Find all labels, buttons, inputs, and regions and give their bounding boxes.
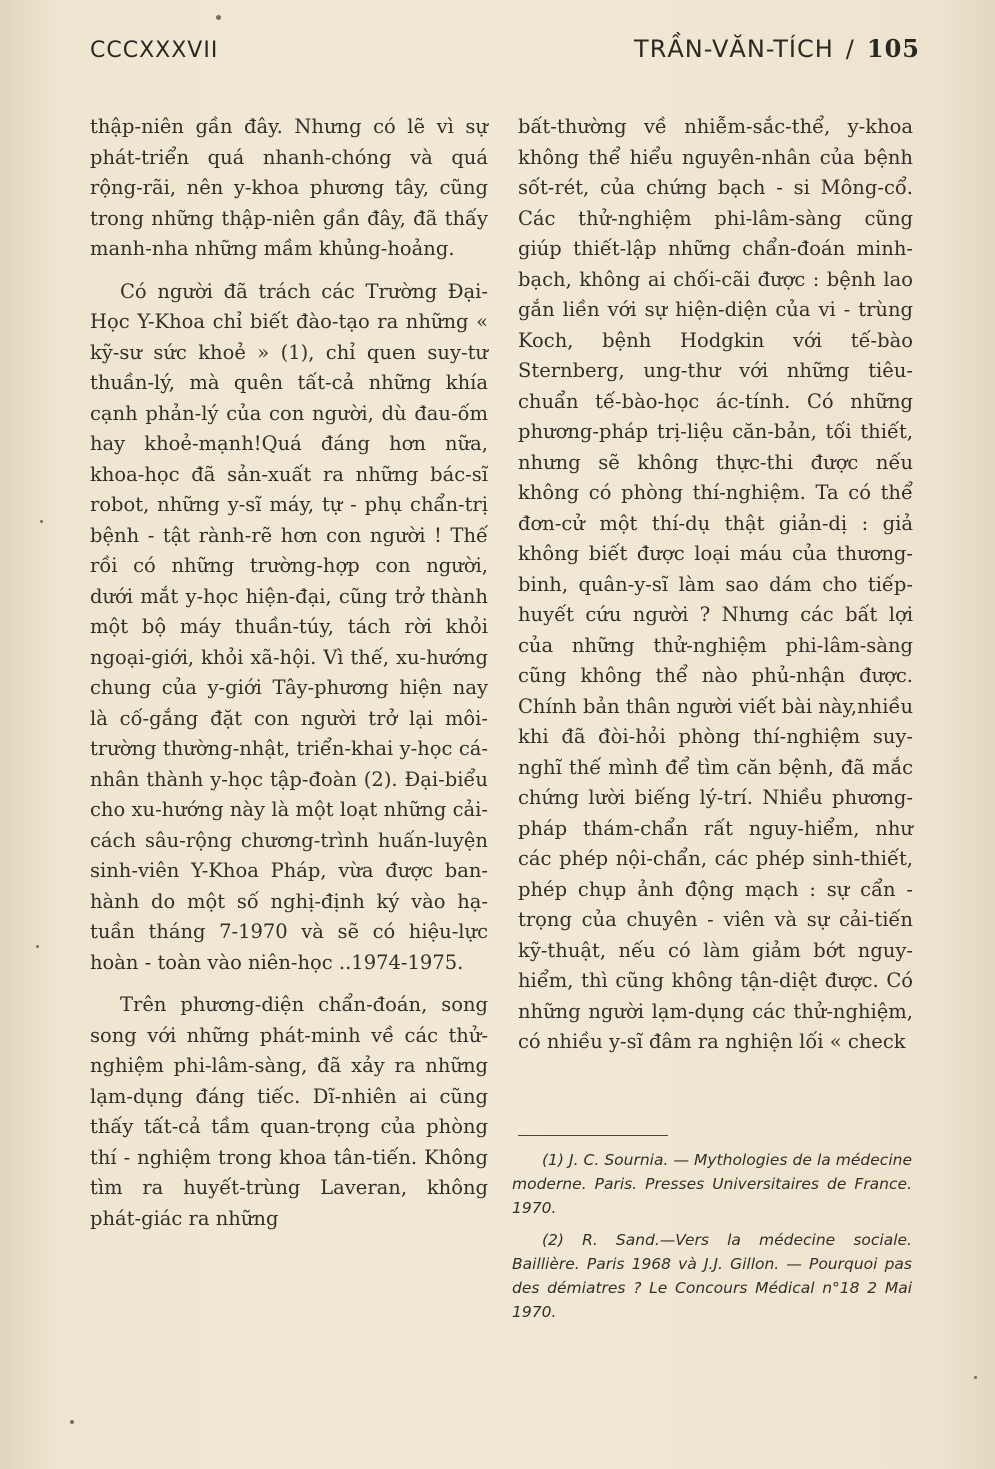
paper-speck [40,520,43,523]
footnote-2: (2) R. Sand.—Vers la médecine sociale. Baillière. Paris 1968 và J.J. Gillon. — Pourquoi pas des démiatres ? Le Concours Médical n°18 2 Mai 1970. [512,1231,912,1321]
header-right [634,34,920,63]
page-number: 105 [866,34,920,63]
paragraph: bất-thường về nhiễm-sắc-thể, y-khoa không thể hiểu nguyên-nhân của bệnh sốt-rét, của chứng bạch - si Mông-cổ. Các thử-nghiệm phi-lâm-sàng cũng giúp thiết-lập những chẩn-đoán minh-bạch, không ai chối-cãi được : bệnh lao gắn liền với sự hiện-diện của vi - trùng Koch, bệnh Hodgkin với tế-bào Sternberg, ung-thư với những tiêu-chuẩn tế-bào-học ác-tính. Có những phương-pháp trị-liệu căn-bản, tối thiết, nhưng sẽ không thực-thi được nếu không có phòng thí-nghiệm. Ta có thể đơn-cử một thí-dụ thật giản-dị : giả không biết được loại máu của thương-binh, quân-y-sĩ làm sao dám cho tiếp-huyết cứu người ? Nhưng các bất lợi của những thử-nghiệm phi-lâm-sàng cũng không thể nào phủ-nhận được. Chính bản thân người viết bài này,nhiều khi đã đòi-hỏi phòng thí-nghiệm suy-nghĩ thế mình để tìm căn bệnh, đã mắc chứng lười biếng lý-trí. Nhiều phương-pháp thám-chẩn rất nguy-hiểm, như các phép nội-chẩn, các phép sinh-thiết, phép chụp ảnh động mạch : sự cẩn - trọng của chuyên - viên và sự cải-tiến kỹ-thuật, nếu có làm giảm bớt nguy-hiểm, thì cũng không tận-diệt được. Có những người lạm-dụng các thử-nghiệm, có nhiều y-sĩ đâm ra nghiện lối « check [518,115,913,1053]
paragraph: Trên phương-diện chẩn-đoán, song song với những phát-minh về các thử-nghiệm phi-lâm-sàng, đã xảy ra những lạm-dụng đáng tiếc. Dĩ-nhiên ai cũng thấy tất-cả tầm quan-trọng của phòng thí - nghiệm trong khoa tân-tiến. Không tìm ra huyết-trùng Laveran, không phát-giác ra những [90,993,488,1230]
paper-speck [974,1376,977,1379]
header-separator: / [845,35,855,63]
paper-speck [36,945,39,948]
footnote-divider [518,1135,668,1136]
paragraph: Có người đã trách các Trường Đại-Học Y-Khoa chỉ biết đào-tạo ra những « kỹ-sư sức khoẻ » (1), chỉ quen suy-tư thuần-lý, mà quên tất-cả những khía cạnh phản-lý của con người, dù đau-ốm hay khoẻ-mạnh!Quá đáng hơn nữa, khoa-học đã sản-xuất ra những bác-sĩ robot, những y-sĩ máy, tự - phụ chẩn-trị bệnh - tật rành-rẽ hơn con người ! Thế rồi có những trường-hợp con người, dưới mắt y-học hiện-đại, cũng trở thành một bộ máy thuần-túy, tách rời khỏi ngoại-giới, khỏi xã-hội. Vì thế, xu-hướng chung của y-giới Tây-phương hiện nay là cố-gắng đặt con người trở lại môi-trường thường-nhật, triển-khai y-học cá-nhân thành y-học tập-đoàn (2). Đại-biểu cho xu-hướng này là một loạt những cải-cách sâu-rộng chương-trình huấn-luyện sinh-viên Y-Khoa Pháp, vừa được ban-hành do một số nghị-định ký vào hạ-tuần tháng 7-1970 và sẽ có hiệu-lực hoàn - toàn vào niên-học ..1974-1975. [90,279,488,974]
footnotes [512,1148,912,1332]
footnote-1: (1) J. C. Sournia. — Mythologies de la médecine moderne. Paris. Presses Universitaires de France. 1970. [512,1151,912,1217]
running-header [90,30,920,70]
paper-speck [216,15,221,20]
left-column [90,112,488,1234]
paragraph: thập-niên gần đây. Nhưng có lẽ vì sự phát-triển quá nhanh-chóng và quá rộng-rãi, nên y-khoa phương tây, cũng trong những thập-niên gần đây, đã thấy manh-nha những mầm khủng-hoảng. [90,115,488,260]
right-column [518,112,913,1058]
author-name: TRẦN-VĂN-TÍCH [634,35,834,63]
issue-number: CCCXXXVII [90,38,219,63]
paper-speck [70,1420,74,1424]
